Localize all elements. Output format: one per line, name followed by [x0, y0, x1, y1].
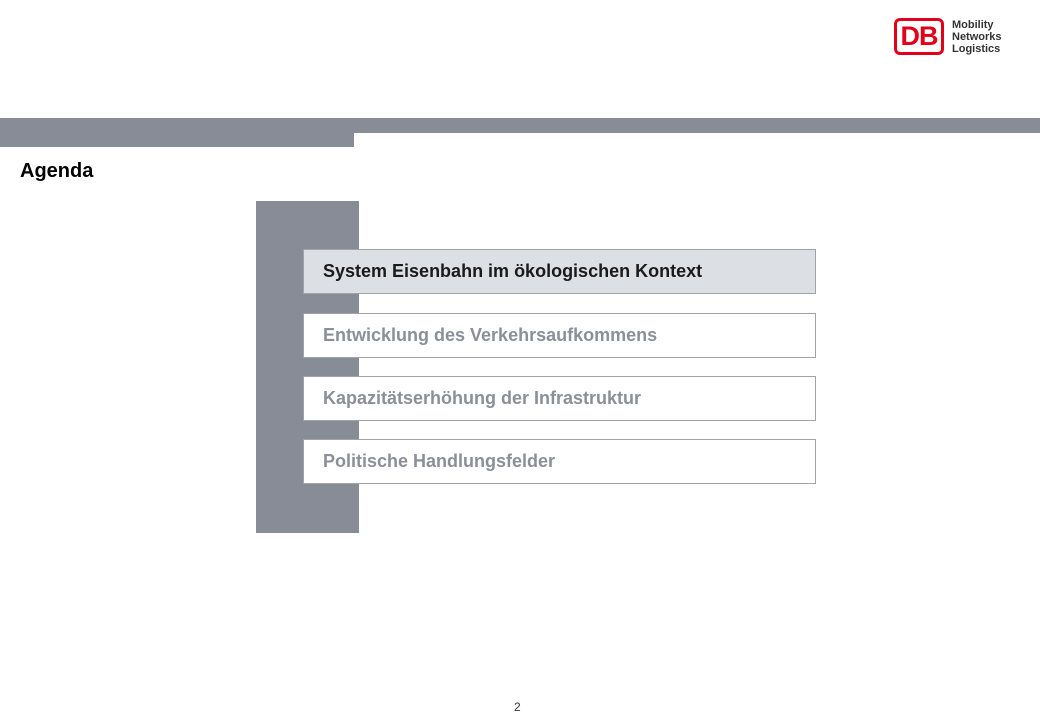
agenda-item-3[interactable] [303, 376, 816, 421]
page-title: Agenda [20, 160, 94, 182]
db-logo-mark: DB [894, 18, 944, 55]
header-bar [0, 118, 1040, 133]
db-logo [894, 18, 1002, 55]
agenda-item-label: System Eisenbahn im ökologischen Kontext [323, 261, 703, 281]
agenda-item-label: Kapazitätserhöhung der Infrastruktur [323, 388, 642, 408]
page-number: 2 [514, 700, 521, 714]
agenda-item-4[interactable] [303, 439, 816, 484]
logo-line-mobility: Mobility [952, 18, 994, 31]
db-logo-tagline [952, 19, 1002, 55]
agenda-item-2[interactable] [303, 313, 816, 358]
header-bar-tab [0, 133, 354, 147]
agenda-item-1[interactable] [303, 249, 816, 294]
logo-line-logistics: Logistics [952, 42, 1001, 55]
agenda-item-label: Politische Handlungsfelder [323, 451, 556, 471]
logo-line-networks: Networks [952, 30, 1002, 43]
agenda-item-label: Entwicklung des Verkehrsaufkommens [323, 325, 658, 345]
